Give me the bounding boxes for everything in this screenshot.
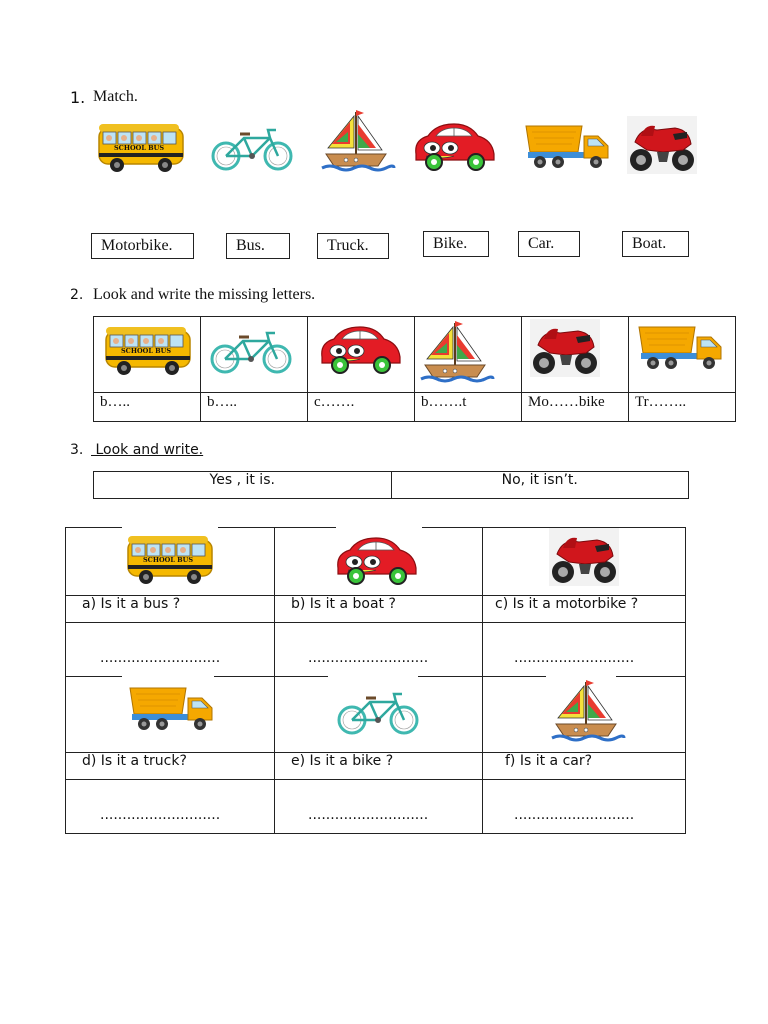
option-no: No, it isn’t.	[391, 472, 689, 498]
word-box-truck: Truck.	[317, 233, 389, 259]
answer-options-box	[93, 471, 689, 499]
option-yes: Yes , it is.	[209, 472, 275, 488]
q2-instruction: Look and write the missing letters.	[93, 286, 316, 303]
boat-image	[550, 678, 626, 744]
bus-image	[124, 532, 216, 588]
q2-answer-cell[interactable]: Mo……bike	[522, 393, 629, 422]
boat-image	[320, 108, 396, 174]
bus-image	[95, 120, 187, 176]
truck-image	[637, 323, 725, 373]
question-f: f) Is it a car?	[505, 753, 593, 769]
motorbike-image	[530, 319, 600, 377]
q2-answer-cell[interactable]: b…..	[94, 393, 201, 422]
q2-answer-cell[interactable]: b…….t	[415, 393, 522, 422]
q1-instruction: Match.	[93, 88, 138, 105]
q2-image-cell	[94, 317, 201, 393]
questions-grid	[65, 527, 686, 834]
bike-image	[210, 124, 296, 174]
answer-line-d[interactable]: ...........................	[100, 807, 221, 823]
question-a: a) Is it a bus ?	[82, 596, 181, 612]
motorbike-image	[549, 528, 619, 586]
q2-answer-cell[interactable]: Tr……..	[629, 393, 736, 422]
q3-instruction: Look and write.	[91, 442, 204, 458]
bike-image	[336, 688, 422, 738]
truck-image	[524, 122, 612, 172]
car-image	[332, 532, 422, 588]
q2-number: 2.	[70, 287, 84, 303]
question-b: b) Is it a boat ?	[291, 596, 396, 612]
car-image	[316, 321, 406, 377]
question-e: e) Is it a bike ?	[291, 753, 394, 769]
missing-letters-table	[93, 316, 736, 422]
answer-line-b[interactable]: ...........................	[308, 650, 429, 666]
q2-image-cell	[201, 317, 308, 393]
question-d: d) Is it a truck?	[82, 753, 187, 769]
bus-image	[102, 323, 194, 379]
answer-line-e[interactable]: ...........................	[308, 807, 429, 823]
word-box-bus: Bus.	[226, 233, 290, 259]
word-box-motorbike: Motorbike.	[91, 233, 194, 259]
q2-image-cell	[415, 317, 522, 393]
question-c: c) Is it a motorbike ?	[495, 596, 639, 612]
q2-image-cell	[308, 317, 415, 393]
word-box-bike: Bike.	[423, 231, 489, 257]
car-image	[410, 118, 500, 174]
answer-line-c[interactable]: ...........................	[514, 650, 635, 666]
q1-number: 1.	[70, 88, 86, 107]
q2-answer-cell[interactable]: c…….	[308, 393, 415, 422]
bike-image	[209, 327, 295, 377]
q2-image-cell	[629, 317, 736, 393]
q3-number: 3.	[70, 442, 84, 458]
answer-line-a[interactable]: ...........................	[100, 650, 221, 666]
q2-image-cell	[522, 317, 629, 393]
word-box-car: Car.	[518, 231, 580, 257]
word-box-boat: Boat.	[622, 231, 689, 257]
q2-answer-cell[interactable]: b…..	[201, 393, 308, 422]
answer-line-f[interactable]: ...........................	[514, 807, 635, 823]
motorbike-image	[627, 116, 697, 174]
truck-image	[128, 684, 216, 734]
boat-image	[419, 319, 495, 385]
